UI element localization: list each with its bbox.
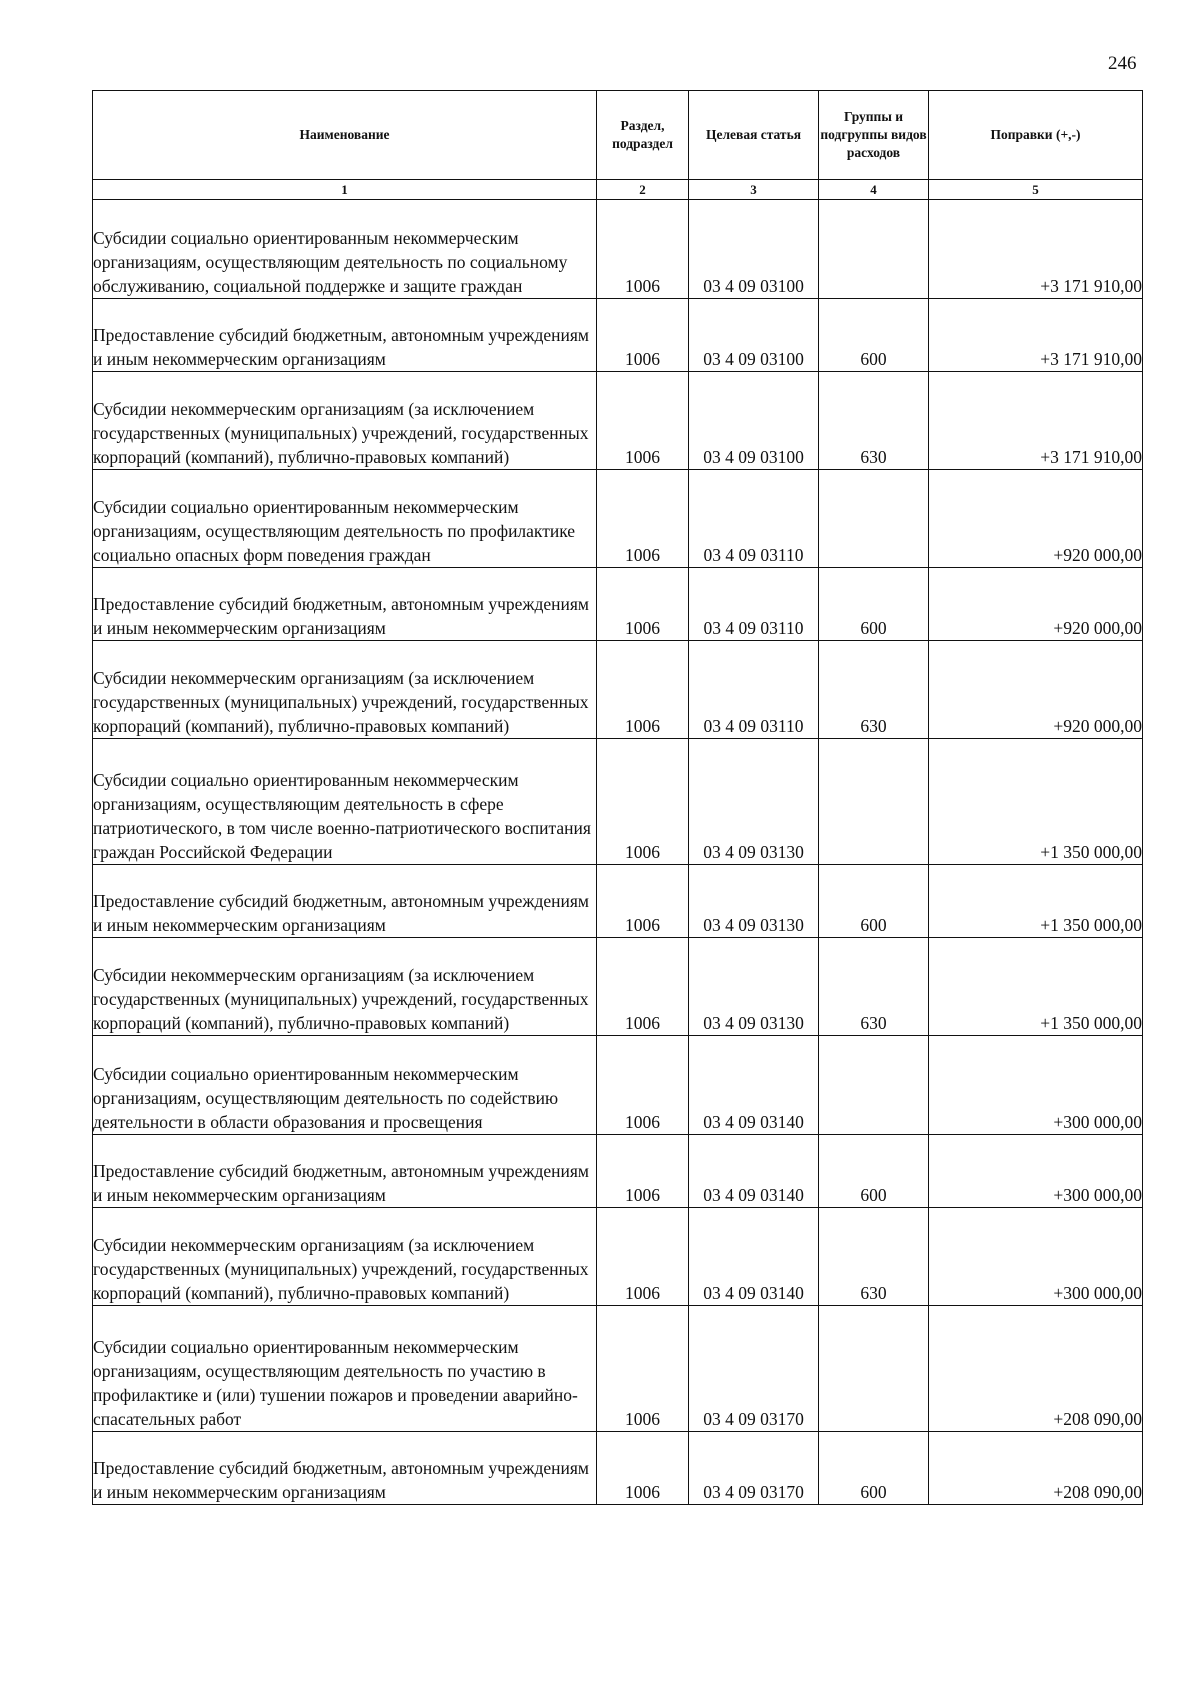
row-group: [819, 470, 929, 568]
row-section: 1006: [597, 470, 689, 568]
row-name: Предоставление субсидий бюджетным, автономным учреждениям и иным некоммерческим организациям: [93, 299, 597, 372]
row-target: 03 4 09 03170: [689, 1306, 819, 1432]
row-group: 630: [819, 1208, 929, 1306]
row-amount: +1 350 000,00: [929, 865, 1143, 938]
row-group: 630: [819, 641, 929, 739]
row-name: Субсидии социально ориентированным некоммерческим организациям, осуществляющим деятельность по профилактике социально опасных форм поведения граждан: [93, 470, 597, 568]
column-number: 5: [929, 180, 1143, 200]
row-group: [819, 200, 929, 299]
row-target: 03 4 09 03140: [689, 1135, 819, 1208]
header-target: Целевая статья: [689, 91, 819, 180]
table-row: [93, 1306, 1143, 1432]
row-group: 600: [819, 1135, 929, 1208]
row-target: 03 4 09 03100: [689, 372, 819, 470]
row-amount: +1 350 000,00: [929, 739, 1143, 865]
row-name: Предоставление субсидий бюджетным, автономным учреждениям и иным некоммерческим организациям: [93, 865, 597, 938]
row-target: 03 4 09 03100: [689, 299, 819, 372]
row-section: 1006: [597, 1036, 689, 1135]
row-group: 600: [819, 1432, 929, 1505]
row-name: Субсидии социально ориентированным некоммерческим организациям, осуществляющим деятельность по социальному обслуживанию, социальной поддержке и защите граждан: [93, 200, 597, 299]
row-section: 1006: [597, 372, 689, 470]
row-group: 600: [819, 865, 929, 938]
row-section: 1006: [597, 1208, 689, 1306]
row-group: 600: [819, 299, 929, 372]
table-row: [93, 568, 1143, 641]
column-number: 3: [689, 180, 819, 200]
row-amount: +1 350 000,00: [929, 938, 1143, 1036]
table-row: [93, 470, 1143, 568]
header-group: Группы и подгруппы видов расходов: [819, 91, 929, 180]
row-name: Субсидии некоммерческим организациям (за исключением государственных (муниципальных) учреждений, государственных корпораций (компаний), публично-правовых компаний): [93, 372, 597, 470]
row-target: 03 4 09 03130: [689, 865, 819, 938]
row-section: 1006: [597, 1306, 689, 1432]
row-group: [819, 739, 929, 865]
row-name: Предоставление субсидий бюджетным, автономным учреждениям и иным некоммерческим организациям: [93, 1432, 597, 1505]
row-group: 630: [819, 372, 929, 470]
row-name: Предоставление субсидий бюджетным, автономным учреждениям и иным некоммерческим организациям: [93, 568, 597, 641]
row-section: 1006: [597, 299, 689, 372]
row-target: 03 4 09 03130: [689, 739, 819, 865]
row-amount: +920 000,00: [929, 470, 1143, 568]
table-row: [93, 739, 1143, 865]
row-group: 630: [819, 938, 929, 1036]
table-row: [93, 641, 1143, 739]
row-target: 03 4 09 03110: [689, 568, 819, 641]
row-section: 1006: [597, 641, 689, 739]
row-section: 1006: [597, 200, 689, 299]
row-target: 03 4 09 03170: [689, 1432, 819, 1505]
row-target: 03 4 09 03100: [689, 200, 819, 299]
table-row: [93, 200, 1143, 299]
row-target: 03 4 09 03110: [689, 641, 819, 739]
row-group: [819, 1036, 929, 1135]
row-amount: +3 171 910,00: [929, 200, 1143, 299]
row-amount: +920 000,00: [929, 641, 1143, 739]
row-section: 1006: [597, 568, 689, 641]
row-amount: +300 000,00: [929, 1208, 1143, 1306]
row-name: Субсидии некоммерческим организациям (за исключением государственных (муниципальных) учреждений, государственных корпораций (компаний), публично-правовых компаний): [93, 938, 597, 1036]
row-name: Субсидии некоммерческим организациям (за исключением государственных (муниципальных) учреждений, государственных корпораций (компаний), публично-правовых компаний): [93, 641, 597, 739]
row-amount: +920 000,00: [929, 568, 1143, 641]
column-number: 4: [819, 180, 929, 200]
row-group: 600: [819, 568, 929, 641]
row-target: 03 4 09 03130: [689, 938, 819, 1036]
table-row: [93, 372, 1143, 470]
row-target: 03 4 09 03140: [689, 1036, 819, 1135]
table-row: [93, 1208, 1143, 1306]
row-name: Субсидии некоммерческим организациям (за исключением государственных (муниципальных) учреждений, государственных корпораций (компаний), публично-правовых компаний): [93, 1208, 597, 1306]
budget-table: [92, 90, 1143, 1505]
row-target: 03 4 09 03110: [689, 470, 819, 568]
row-section: 1006: [597, 1432, 689, 1505]
row-name: Субсидии социально ориентированным некоммерческим организациям, осуществляющим деятельность по участию в профилактике и (или) тушении пожаров и проведении аварийно-спасательных работ: [93, 1306, 597, 1432]
header-amount: Поправки (+,-): [929, 91, 1143, 180]
row-section: 1006: [597, 739, 689, 865]
row-amount: +300 000,00: [929, 1135, 1143, 1208]
table-row: [93, 865, 1143, 938]
row-amount: +3 171 910,00: [929, 299, 1143, 372]
row-section: 1006: [597, 938, 689, 1036]
row-group: [819, 1306, 929, 1432]
table-row: [93, 1135, 1143, 1208]
table-row: [93, 299, 1143, 372]
row-section: 1006: [597, 865, 689, 938]
column-number-row: [93, 180, 1143, 200]
header-name: Наименование: [93, 91, 597, 180]
column-number: 2: [597, 180, 689, 200]
header-section: Раздел, подраздел: [597, 91, 689, 180]
table-row: [93, 1036, 1143, 1135]
row-amount: +300 000,00: [929, 1036, 1143, 1135]
row-name: Субсидии социально ориентированным некоммерческим организациям, осуществляющим деятельность в сфере патриотического, в том числе военно-патриотического воспитания граждан Российской Федерации: [93, 739, 597, 865]
row-name: Субсидии социально ориентированным некоммерческим организациям, осуществляющим деятельность по содействию деятельности в области образования и просвещения: [93, 1036, 597, 1135]
row-name: Предоставление субсидий бюджетным, автономным учреждениям и иным некоммерческим организациям: [93, 1135, 597, 1208]
column-number: 1: [93, 180, 597, 200]
row-target: 03 4 09 03140: [689, 1208, 819, 1306]
table-header-row: [93, 91, 1143, 180]
table-row: [93, 1432, 1143, 1505]
table-row: [93, 938, 1143, 1036]
row-amount: +3 171 910,00: [929, 372, 1143, 470]
row-amount: +208 090,00: [929, 1432, 1143, 1505]
row-amount: +208 090,00: [929, 1306, 1143, 1432]
page-number: 246: [1108, 53, 1137, 74]
row-section: 1006: [597, 1135, 689, 1208]
